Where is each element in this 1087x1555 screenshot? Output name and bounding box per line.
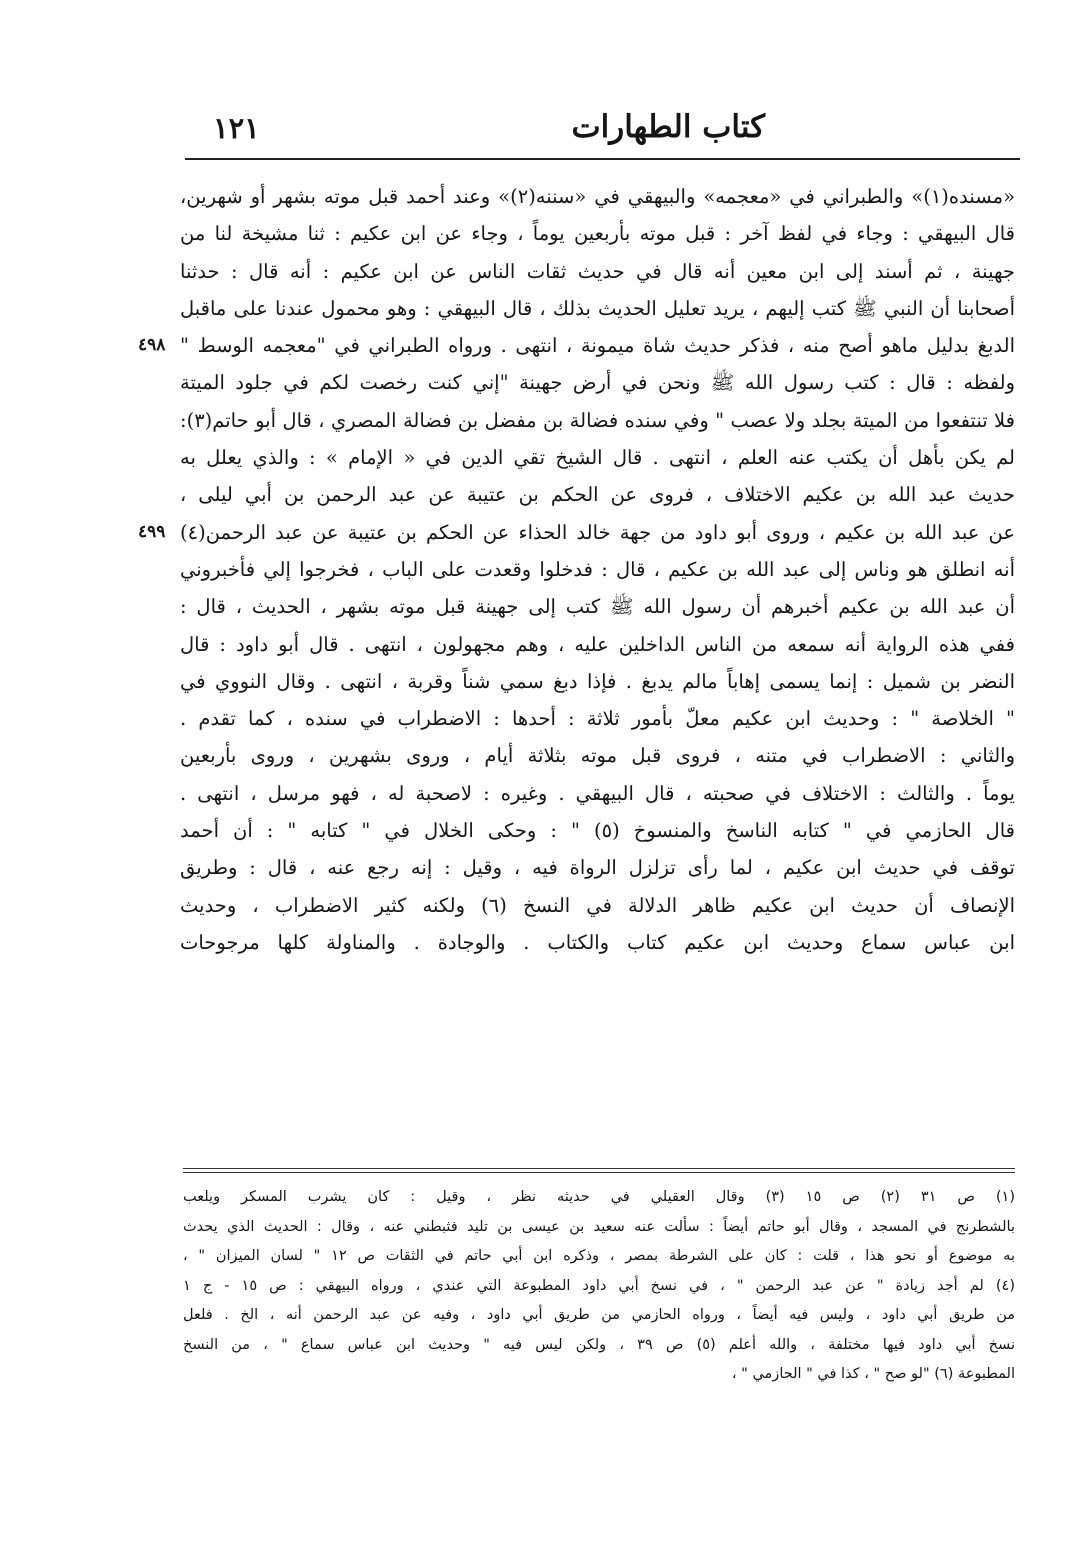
text-line: لم يكن بأهل أن يكتب عنه العلم ، انتهى . قال الشيخ تقي الدين في « الإمام » : والذي يعلل به <box>180 446 1015 470</box>
text-line: قال البيهقي : وجاء في لفظ آخر : قبل موته بأربعين يوماً ، وجاء عن ابن عكيم : ثنا مشيخة لنا من <box>180 222 1015 246</box>
text-line: والثاني : الاضطراب في متنه ، فروى قبل موته بثلاثة أيام ، وروى بشهرين ، وروى بأربعين <box>180 744 1015 768</box>
footnote-line: المطبوعة (٦) "لو صح " ، كذا في " الحازمي " ، <box>731 1366 1015 1382</box>
text-line-content: عن عبد الله بن عكيم ، وروى أبو داود من جهة خالد الحذاء عن الحكم بن عتيبة عن عبد الرحمن(٤) <box>180 520 1015 544</box>
text-line: قال الحازمي في " كتابه الناسخ والمنسوخ (٥) " : وحكى الخلال في " كتابه " : أن أحمد <box>180 819 1015 843</box>
text-line: أن عبد الله بن عكيم أخبرهم أن رسول الله ﷺ كتب إلى جهينة قبل موته بشهر ، الحديث ، قال : <box>180 595 1015 619</box>
text-line: يوماً . والثالث : الاختلاف في صحبته ، قال البيهقي . وغيره : لاصحبة له ، فهو مرسل ، انتهى . <box>180 781 1015 805</box>
text-line-content: الدبغ بدليل ماهو أصح منه ، فذكر حديث شاة ميمونة ، انتهى . ورواه الطبراني في "معجمه الوسط " <box>180 334 1015 358</box>
footnote-rule <box>183 1168 1015 1169</box>
footnote-line: به موضوع أو نحو هذا ، قلت : كان على الشرطة بمصر ، وذكره ابن أبي حاتم في الثقات ص ١٢ " لسان الميزان " ، <box>183 1248 1015 1264</box>
header-rule <box>185 158 1020 160</box>
text-line: حديث عبد الله بن عكيم الاختلاف ، فروى عن الحكم بن عتيبة عن عبد الرحمن بن أبي ليلى ، <box>180 483 1015 507</box>
margin-hadith-number: ٤٩٨ <box>138 335 166 356</box>
page-header <box>185 105 1020 157</box>
text-line: جهينة ، ثم أسند إلى ابن معين أنه قال في حديث ثقات الناس عن ابن عكيم : أنه قال : حدثنا <box>180 259 1015 283</box>
footnote-line: بالشطرنج في المسجد ، وقال أبو حاتم أيضاً : سألت عنه سعيد بن عيسى بن تليد فثبطني عنه ، وقال : الحديث الذي يحدث <box>183 1218 1015 1235</box>
text-line <box>138 514 1015 551</box>
text-line: أصحابنا أن النبي ﷺ كتب إليهم ، يريد تعليل الحديث بذلك ، قال البيهقي : وهو محمول عندنا على ماقبل <box>180 296 1015 320</box>
margin-hadith-number: ٤٩٩ <box>138 521 166 542</box>
text-line: النضر بن شميل : إنما يسمى إهاباً مالم يدبغ . فإذا دبغ سمي شناً وقربة ، انتهى . وقال النووي في <box>180 669 1015 693</box>
text-line: ففي هذه الرواية أنه سمعه من الناس الداخلين عليه ، وهم مجهولون ، انتهى . قال أبو داود : قال <box>180 632 1015 656</box>
footnote-rule <box>183 1172 1015 1173</box>
text-line: «مسنده(١)» والطبراني في «معجمه» والبيهقي في «سننه(٢)» وعند أحمد قبل موته بشهر أو شهرين، <box>180 185 1016 208</box>
chapter-title: كتاب الطهارات <box>571 109 765 145</box>
text-line: ابن عباس سماع وحديث ابن عكيم كتاب والكتاب . والوجادة . والمناولة كلها مرجوحات <box>180 930 1015 954</box>
footnote-line: (١) ص ٣١ (٢) ص ١٥ (٣) وقال العقيلي في حديثه نظر ، وقيل : كان يشرب المسكر ويلعب <box>183 1189 1016 1205</box>
footnote-line: من طريق أبي داود ، وليس فيه أيضاً ، ورواه الحازمي من طريق أبي داود ، وفيه عن عبد الرحمن أنه ، الخ . فلعل <box>183 1307 1015 1323</box>
text-line <box>138 327 1015 364</box>
main-text <box>138 178 1016 961</box>
text-line: توقف في حديث ابن عكيم ، لما رأى تزلزل الرواة فيه ، وقيل : إنه رجع عنه ، قال : وطريق <box>180 856 1015 880</box>
text-line: " الخلاصة " : وحديث ابن عكيم معلّ بأمور ثلاثة : أحدها : الاضطراب في سنده ، كما تقدم . <box>180 707 1015 731</box>
footnote-line: نسخ أبي داود فيها مختلفة ، والله أعلم (٥) ص ٣٩ ، ولكن ليس فيه " وحديث ابن عباس سماع " ، من النسخ <box>183 1336 1015 1353</box>
footnotes <box>183 1183 1015 1390</box>
footnote-line: (٤) لم أجد زيادة " عن عبد الرحمن " ، في نسخ أبي داود المطبوعة التي عندي ، ورواه البيهقي : ص ١٥ - ج ١ <box>183 1277 1015 1294</box>
text-line: الإنصاف أن حديث ابن عكيم ظاهر الدلالة في النسخ (٦) ولكنه كثير الاضطراب ، وحديث <box>180 893 1015 917</box>
page-number: ١٢١ <box>213 111 260 145</box>
text-line: أنه انطلق هو وناس إلى عبد الله بن عكيم ، قال : فدخلوا وقعدت على الباب ، فخرجوا إلي فأخبروني <box>180 557 1015 581</box>
text-line: ولفظه : قال : كتب رسول الله ﷺ ونحن في أرض جهينة "إني كنت رخصت لكم في جلود الميتة <box>180 371 1015 395</box>
text-line: فلا تنتفعوا من الميتة بجلد ولا عصب " وفي سنده فضالة بن مفضل بن فضالة المصري ، قال أبو حاتم(٣): <box>180 408 1015 432</box>
